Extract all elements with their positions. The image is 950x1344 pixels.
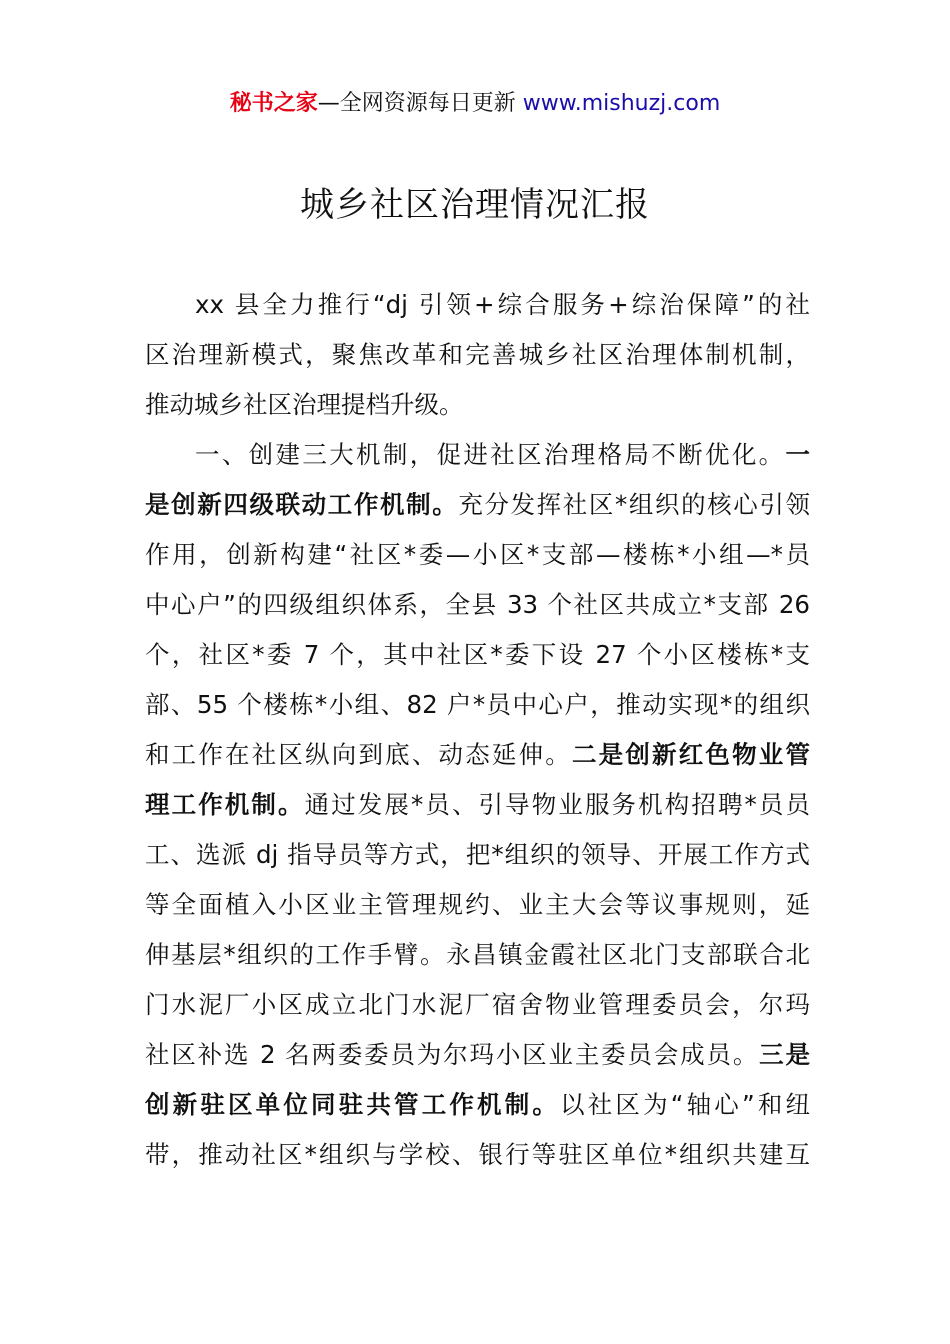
brand-name: 秘书之家 <box>229 91 318 116</box>
body-line <box>145 830 810 880</box>
bold-run: 一 <box>785 440 810 469</box>
text-run: 推动城乡社区治理提档升级。 <box>145 390 464 419</box>
body-line <box>145 480 810 530</box>
text-run: 一、创建三大机制，促进社区治理格局不断优化。 <box>195 440 786 469</box>
body-line <box>145 1080 810 1130</box>
text-run: 带，推动社区*组织与学校、银行等驻区单位*组织共建互 <box>145 1140 810 1169</box>
text-run: 伸基层*组织的工作手臂。永昌镇金霞社区北门支部联合北 <box>145 940 810 969</box>
text-run: 门水泥厂小区成立北门水泥厂宿舍物业管理委员会，尔玛 <box>145 990 810 1019</box>
body-line <box>145 680 810 730</box>
text-run: 等全面植入小区业主管理规约、业主大会等议事规则，延 <box>145 890 810 919</box>
header-tagline: —全网资源每日更新 <box>317 91 523 116</box>
text-run: 作用，创新构建“社区*委—小区*支部—楼栋*小组—*员 <box>145 540 810 569</box>
body-line <box>145 380 810 430</box>
body-line <box>145 980 810 1030</box>
text-run: 中心户”的四级组织体系，全县 33 个社区共成立*支部 26 <box>145 590 810 619</box>
text-run: 社区补选 2 名两委委员为尔玛小区业主委员会成员。 <box>145 1040 760 1069</box>
body-line <box>145 530 810 580</box>
body-line <box>145 880 810 930</box>
text-run: 以社区为“轴心”和纽 <box>560 1090 810 1119</box>
document-title: 城乡社区治理情况汇报 <box>300 185 650 225</box>
bold-run: 三是 <box>759 1040 810 1069</box>
text-run: 工、选派 dj 指导员等方式，把*组织的领导、开展工作方式 <box>145 840 810 869</box>
body-line <box>145 730 810 780</box>
bold-run: 创新驻区单位同驻共管工作机制。 <box>145 1090 561 1119</box>
body-line <box>145 930 810 980</box>
text-run: xx 县全力推行“dj 引领+综合服务+综治保障”的社 <box>195 290 810 319</box>
watermark-header <box>0 86 950 122</box>
bold-run: 是创新四级联动工作机制。 <box>145 490 459 519</box>
body-line <box>145 1030 810 1080</box>
body-line <box>145 630 810 680</box>
text-run: 个，社区*委 7 个，其中社区*委下设 27 个小区楼栋*支 <box>145 640 810 669</box>
body-line <box>145 330 810 380</box>
body-line <box>145 780 810 830</box>
text-run: 区治理新模式，聚焦改革和完善城乡社区治理体制机制， <box>145 340 810 369</box>
body-line <box>145 580 810 630</box>
body-line <box>145 280 810 330</box>
text-run: 和工作在社区纵向到底、动态延伸。 <box>145 740 572 769</box>
bold-run: 二是创新红色物业管 <box>572 740 810 769</box>
text-run: 部、55 个楼栋*小组、82 户*员中心户，推动实现*的组织 <box>145 690 810 719</box>
document-body <box>145 280 810 1180</box>
text-run: 充分发挥社区*组织的核心引领 <box>458 490 810 519</box>
body-line <box>145 430 810 480</box>
site-url: www.mishuzj.com <box>522 91 721 116</box>
bold-run: 理工作机制。 <box>145 790 305 819</box>
text-run: 通过发展*员、引导物业服务机构招聘*员员 <box>304 790 810 819</box>
body-line <box>145 1130 810 1180</box>
